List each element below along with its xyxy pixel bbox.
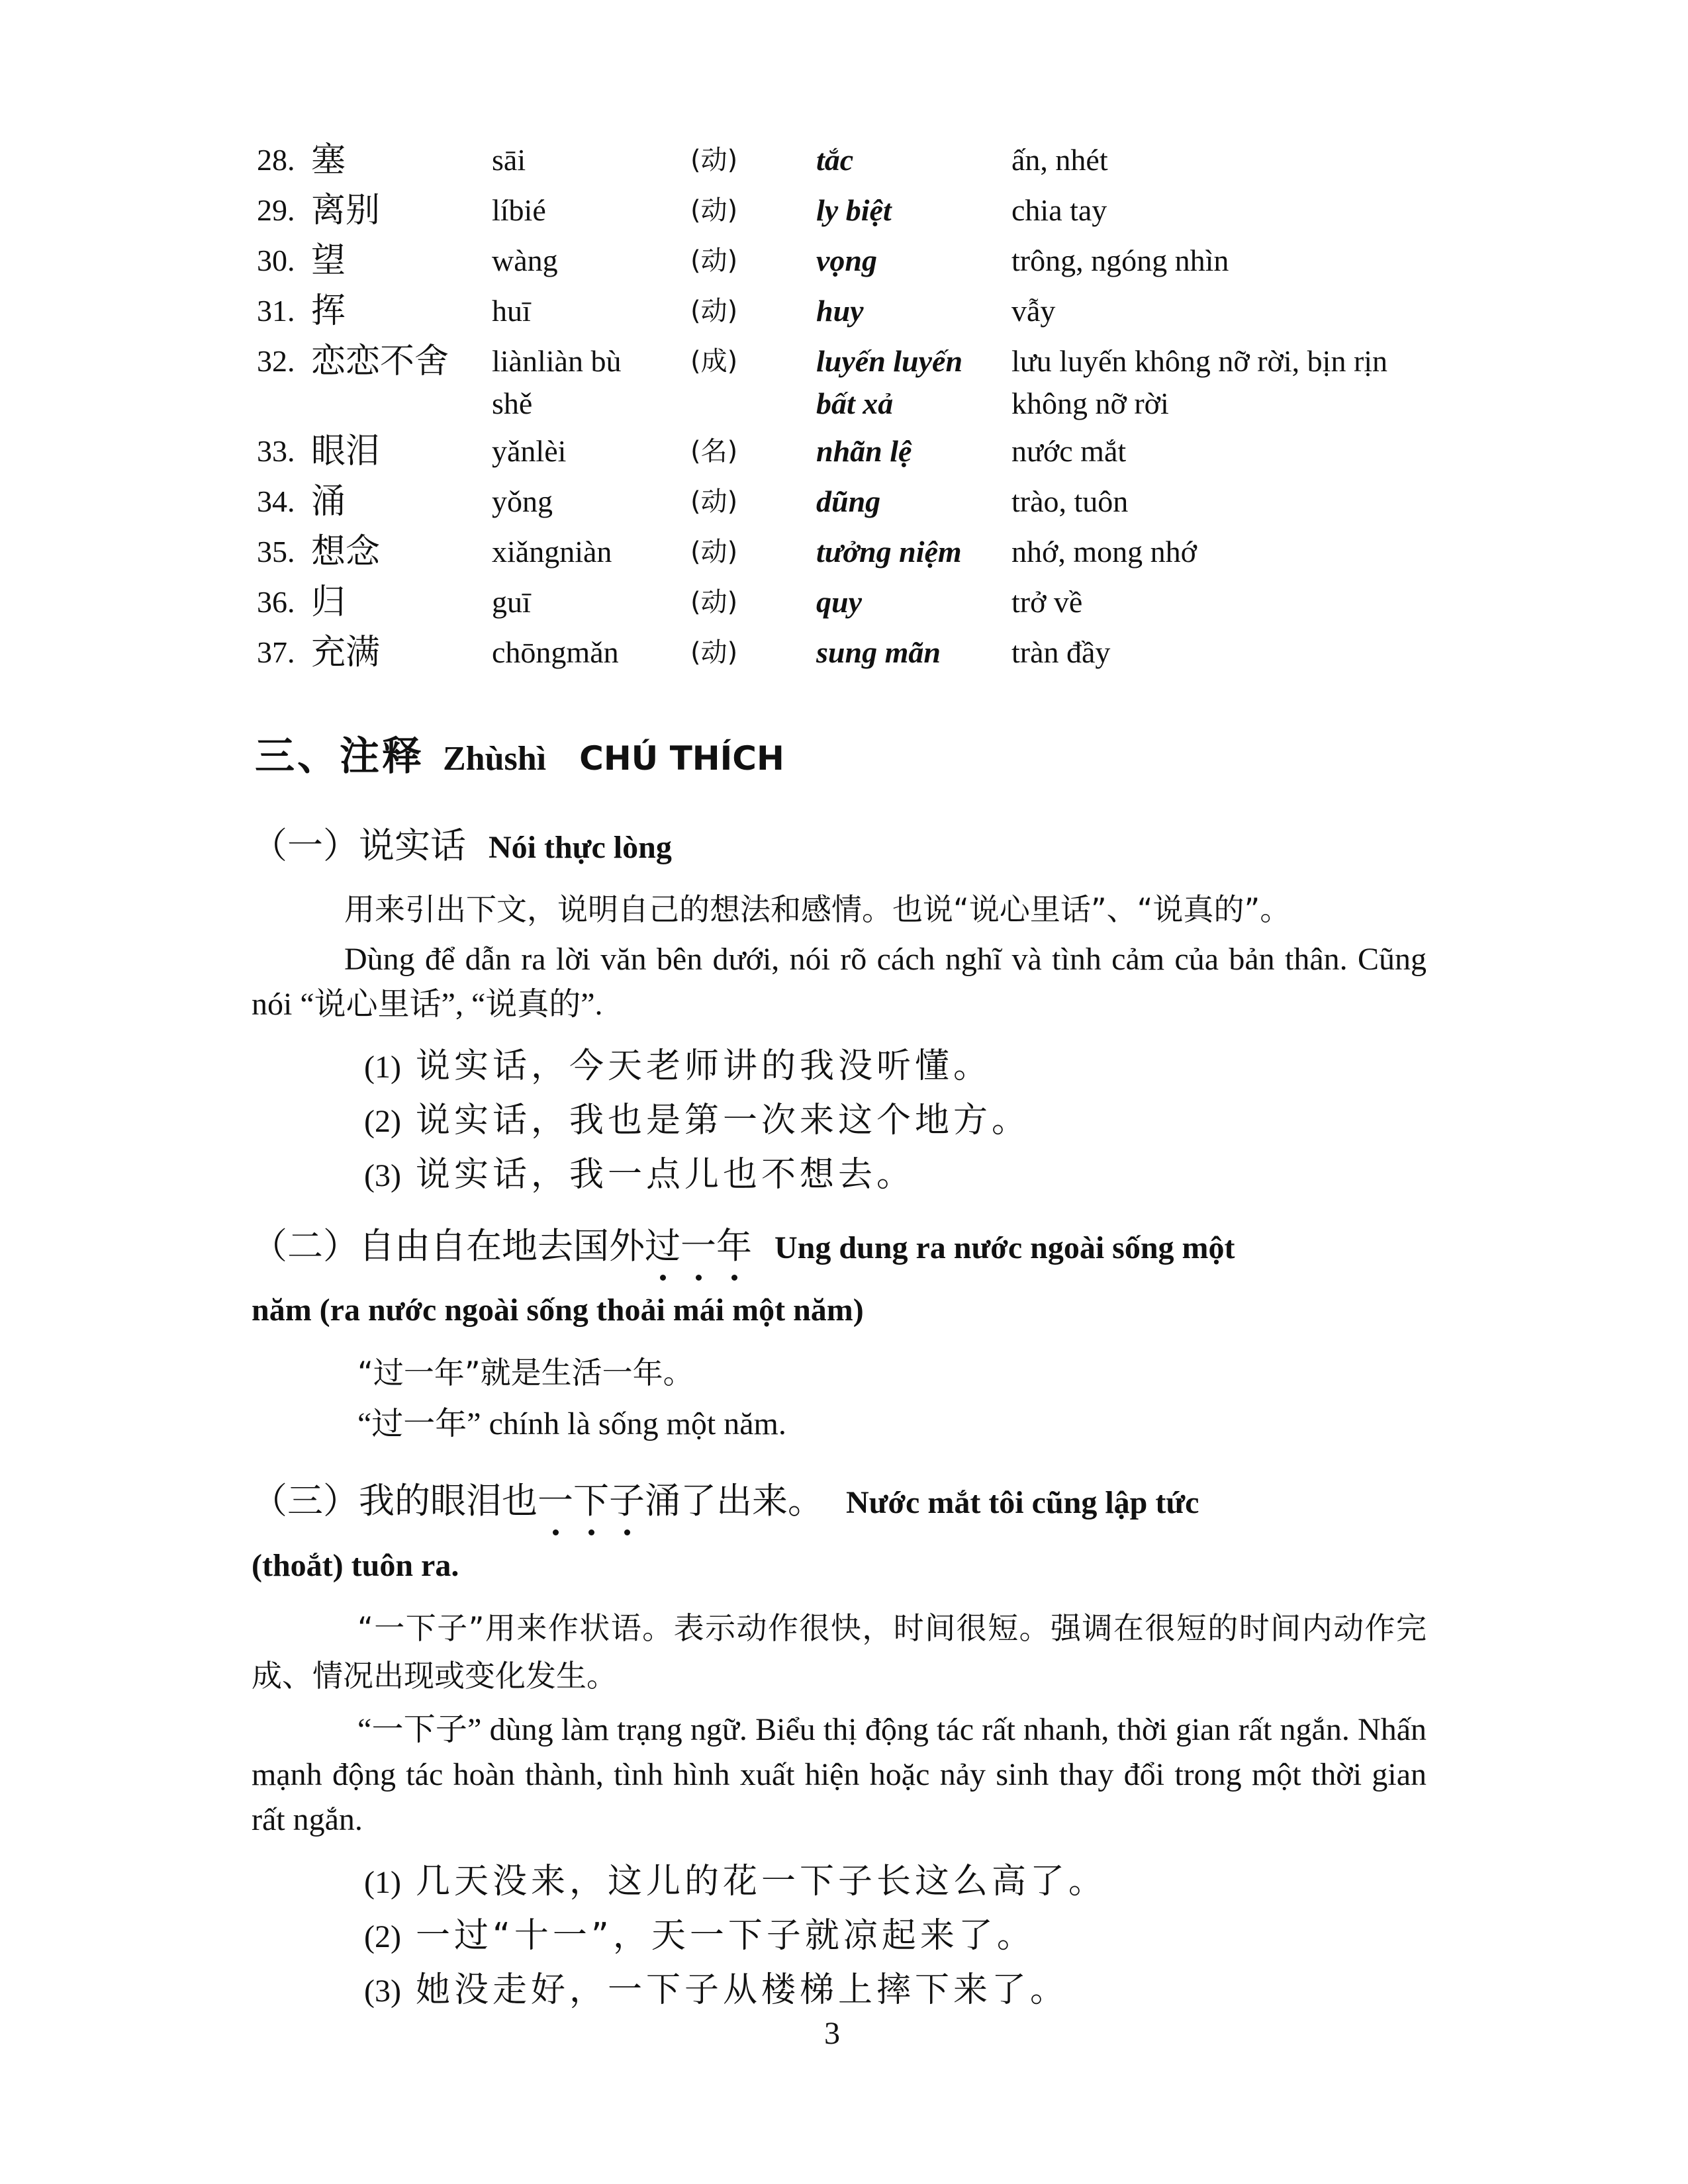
vocab-row — [257, 340, 1448, 430]
vocab-pinyin: xiǎngniàn — [492, 535, 612, 569]
section-title-zh: 三、注释 — [255, 733, 424, 780]
vocab-pinyin: yǒng — [492, 484, 553, 518]
note-2-title-part: （二）自由自在地去国外 — [252, 1225, 645, 1267]
vocab-hanzi: 望 — [311, 241, 346, 281]
vocab-meaning: lưu luyến không nỡ rời, bịn rịn không nỡ rời — [1011, 344, 1388, 420]
example — [364, 1092, 1030, 1142]
vocab-pos: (名) — [690, 436, 738, 467]
vocab-pinyin: guī — [492, 585, 531, 619]
vocab-pos: (动) — [690, 587, 738, 617]
vocab-hanviet: tắc — [816, 143, 854, 177]
emphasis-char: 年 — [716, 1218, 752, 1269]
example-text: 几天没来，这儿的花一下子长这么高了。 — [415, 1862, 1107, 1901]
example-number: (3) — [364, 1974, 401, 2009]
vocab-meaning: nhớ, mong nhớ — [1011, 535, 1197, 569]
vocab-row — [257, 480, 1448, 531]
vocab-hanviet: quy — [816, 585, 862, 619]
vocab-hanviet: huy — [816, 294, 864, 328]
note-2-title-zh — [252, 1225, 752, 1267]
vocab-hanviet: tưởng niệm — [816, 535, 962, 569]
emphasis-char: 子 — [609, 1473, 645, 1524]
emphasis-char: 过 — [645, 1218, 680, 1269]
vocab-pinyin: wàng — [492, 244, 558, 277]
vocab-hanzi: 挥 — [311, 291, 346, 331]
emphasis-char: 一 — [538, 1473, 573, 1524]
vocab-number: 29. — [257, 193, 295, 227]
example-number: (3) — [364, 1158, 401, 1193]
vocab-number: 31. — [257, 294, 295, 328]
vocab-row — [257, 290, 1448, 340]
example — [364, 1146, 915, 1196]
vocab-hanzi: 恋恋不舍 — [311, 341, 449, 381]
vocab-number: 32. — [257, 344, 295, 378]
vocab-pos: (动) — [690, 537, 738, 567]
vocab-meaning: trở về — [1011, 585, 1083, 619]
note-2-title-vi: Ung dung ra nước ngoài sống một — [774, 1230, 1235, 1265]
vocab-hanviet: nhãn lệ — [816, 434, 912, 468]
vocab-hanviet: ly biệt — [816, 193, 892, 227]
example-text: 说实话，今天老师讲的我没听懂。 — [415, 1046, 992, 1086]
example — [364, 1038, 992, 1087]
vocab-meaning: vẫy — [1011, 294, 1056, 328]
note-1-heading — [252, 817, 672, 868]
vocab-hanviet: sung mãn — [816, 635, 941, 669]
vocab-pinyin: huī — [492, 294, 531, 328]
note-2-title-vi-continued: năm (ra nước ngoài sống thoải mái một năm) — [252, 1293, 864, 1328]
example-text: 她没走好，一下子从楼梯上摔下来了。 — [415, 1970, 1068, 2010]
vocab-hanviet: vọng — [816, 244, 877, 277]
vocab-hanzi: 塞 — [311, 140, 346, 180]
vocab-pos: (动) — [690, 145, 738, 175]
vocab-number: 37. — [257, 635, 295, 669]
section-heading — [255, 725, 784, 782]
vocab-hanviet: luyến luyến bất xả — [816, 344, 963, 420]
vocab-pinyin: líbié — [492, 193, 546, 227]
emphasis-char: 一 — [680, 1218, 716, 1269]
example-number: (2) — [364, 1104, 401, 1139]
emphasis-char: 下 — [573, 1473, 609, 1524]
note-3-title-vi-continued: (thoắt) tuôn ra. — [252, 1548, 459, 1583]
vocab-row — [257, 189, 1448, 240]
section-title-pinyin: Zhùshì — [443, 740, 547, 778]
note-2-heading — [252, 1218, 1235, 1269]
vocab-row — [257, 631, 1448, 682]
vocab-hanzi: 想念 — [311, 532, 381, 572]
example-text: 说实话，我也是第一次来这个地方。 — [415, 1101, 1030, 1140]
vocab-pinyin: liànliàn bù shě — [492, 344, 622, 420]
vocab-pos: (动) — [690, 195, 738, 226]
vocab-pos: (成) — [690, 346, 738, 377]
vocab-hanzi: 充满 — [311, 633, 381, 672]
note-1-title-vi: Nói thực lòng — [489, 830, 672, 865]
vocab-row — [257, 240, 1448, 290]
example-number: (1) — [364, 1050, 401, 1085]
vocab-meaning: ấn, nhét — [1011, 143, 1108, 177]
vocab-pos: (动) — [690, 486, 738, 517]
note-3-desc-zh: “一下子”用来作状语。表示动作很快，时间很短。强调在很短的时间内动作完成、情况出现或变化发生。 — [252, 1610, 1427, 1694]
example — [364, 1853, 1107, 1903]
vocab-pinyin: yǎnlèi — [492, 434, 567, 468]
example — [364, 1907, 1035, 1957]
vocab-pos: (动) — [690, 296, 738, 326]
note-3-title-zh — [252, 1480, 823, 1522]
note-1-title-zh: （一）说实话 — [252, 825, 466, 866]
example — [364, 1962, 1068, 2011]
vocabulary-list — [257, 139, 1448, 682]
note-3-title-vi: Nước mắt tôi cũng lập tức — [846, 1485, 1199, 1520]
vocab-row — [257, 531, 1448, 581]
note-3-desc-vi: “一下子” dùng làm trạng ngữ. Biểu thị động tác rất nhanh, thời gian rất ngắn. Nhấn mạnh động tác hoàn thành, tình hình xuất hiện hoặc nảy sinh thay đổi trong một thời gian rất ngắn. — [252, 1712, 1427, 1837]
note-2-desc-zh: “过一年”就是生活一年。 — [357, 1355, 694, 1390]
vocab-hanzi: 眼泪 — [311, 432, 381, 471]
note-3-heading — [252, 1473, 1199, 1524]
vocab-meaning: trông, ngóng nhìn — [1011, 244, 1229, 277]
example-number: (2) — [364, 1919, 401, 1954]
vocab-number: 34. — [257, 484, 295, 518]
vocab-row — [257, 430, 1448, 480]
vocab-pos: (动) — [690, 246, 738, 276]
vocab-meaning: tràn đầy — [1011, 635, 1111, 669]
section-title-vi: CHÚ THÍCH — [579, 739, 784, 778]
vocab-row — [257, 581, 1448, 631]
vocab-meaning: nước mắt — [1011, 434, 1127, 468]
vocab-hanviet: dũng — [816, 484, 881, 518]
vocab-number: 30. — [257, 244, 295, 277]
vocab-pinyin: sāi — [492, 143, 526, 177]
vocab-hanzi: 离别 — [311, 191, 381, 230]
note-1-desc-zh: 用来引出下文，说明自己的想法和感情。也说“说心里话”、“说真的”。 — [344, 891, 1291, 927]
vocab-number: 33. — [257, 434, 295, 468]
vocab-pos: (动) — [690, 637, 738, 668]
note-3-title-part: 涌了出来。 — [645, 1480, 823, 1522]
vocab-pinyin: chōngmǎn — [492, 635, 619, 669]
vocab-hanzi: 归 — [311, 582, 346, 622]
example-number: (1) — [364, 1865, 401, 1900]
note-1-desc-vi: Dùng để dẫn ra lời văn bên dưới, nói rõ cách nghĩ và tình cảm của bản thân. Cũng nói “说心里话”, “说真的”. — [252, 942, 1427, 1022]
vocab-number: 36. — [257, 585, 295, 619]
example-text: 说实话，我一点儿也不想去。 — [415, 1155, 915, 1195]
vocab-number: 35. — [257, 535, 295, 569]
vocab-meaning: chia tay — [1011, 193, 1107, 227]
note-3-title-part: （三）我的眼泪也 — [252, 1480, 538, 1522]
vocab-number: 28. — [257, 143, 295, 177]
page-number: 3 — [824, 2016, 840, 2051]
vocab-meaning: trào, tuôn — [1011, 484, 1129, 518]
note-2-desc-vi: “过一年” chính là sống một năm. — [357, 1406, 786, 1441]
vocab-hanzi: 涌 — [311, 482, 346, 522]
vocab-row — [257, 139, 1448, 189]
example-text: 一过“十一”，天一下子就凉起来了。 — [415, 1916, 1035, 1956]
